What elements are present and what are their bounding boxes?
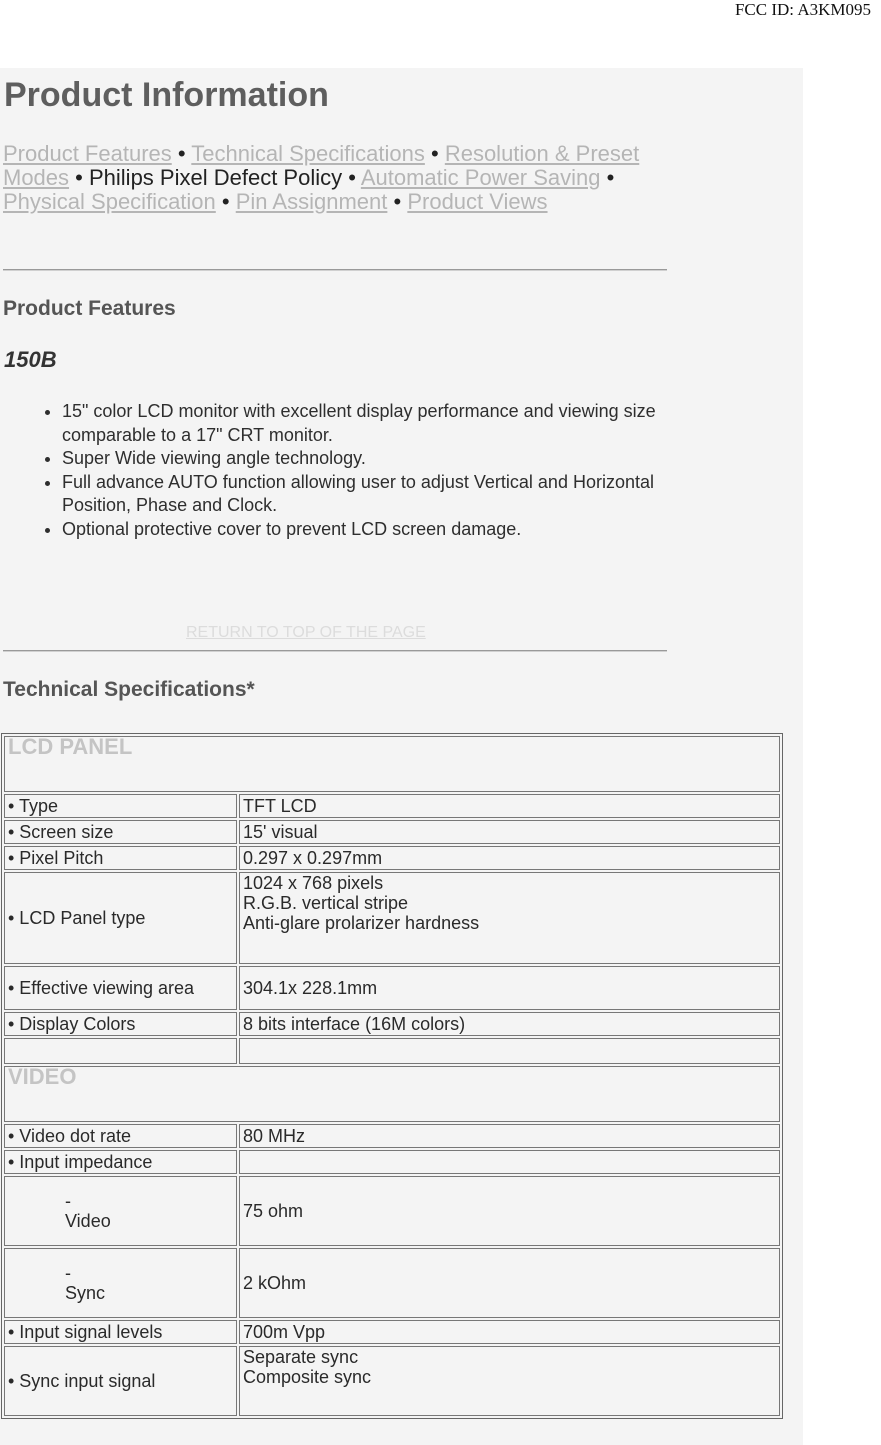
nav-pin-assignment[interactable]: Pin Assignment xyxy=(235,189,388,214)
spec-value: 75 ohm xyxy=(239,1176,780,1246)
spec-value: 80 MHz xyxy=(239,1124,780,1148)
section-title-video: VIDEO xyxy=(4,1066,780,1122)
divider xyxy=(3,650,667,652)
table-row xyxy=(4,1124,780,1148)
back-to-top-link[interactable]: RETURN TO TOP OF THE PAGE xyxy=(186,624,426,641)
nav-separator: • xyxy=(606,165,615,190)
nav-separator: • xyxy=(393,189,402,214)
nav-separator: • xyxy=(348,165,356,190)
section-title-lcd-panel: LCD PANEL xyxy=(4,736,780,792)
table-row xyxy=(4,1320,780,1344)
table-row xyxy=(4,872,780,964)
spec-value: 2 kOhm xyxy=(239,1248,780,1318)
section-nav xyxy=(3,142,663,214)
spec-value xyxy=(239,1346,780,1416)
features-heading: Product Features xyxy=(3,297,176,320)
fcc-id: FCC ID: A3KM095 xyxy=(734,0,871,19)
table-row xyxy=(4,1066,780,1122)
table-row xyxy=(4,846,780,870)
list-item: • Full advance AUTO function allowing user to adjust Vertical and Horizontal Position, Phase and Clock. xyxy=(62,471,672,518)
sub-dash: - xyxy=(65,1263,71,1283)
spec-label: • LCD Panel type xyxy=(4,872,237,964)
spec-label: • Display Colors xyxy=(4,1012,237,1036)
page-title: Product Information xyxy=(4,76,329,114)
spec-value: 700m Vpp xyxy=(239,1320,780,1344)
spec-value: 8 bits interface (16M colors) xyxy=(239,1012,780,1036)
nav-separator: • xyxy=(75,165,83,190)
table-row xyxy=(4,794,780,818)
spec-label: • Type xyxy=(4,794,237,818)
nav-separator: • xyxy=(177,141,186,166)
nav-product-features[interactable]: Product Features xyxy=(3,141,172,166)
spec-value: 15' visual xyxy=(239,820,780,844)
spec-value xyxy=(239,872,780,964)
sub-label: Video xyxy=(65,1211,111,1231)
sub-label: Sync xyxy=(65,1283,106,1303)
nav-power-saving[interactable]: Automatic Power Saving xyxy=(360,165,601,190)
list-item: • 15" color LCD monitor with excellent display performance and viewing size comparable to a 17" CRT monitor. xyxy=(62,400,672,447)
table-row xyxy=(4,1346,780,1416)
spec-table xyxy=(1,733,783,1419)
divider xyxy=(3,269,667,271)
spec-value-line: 1024 x 768 pixels xyxy=(243,873,384,893)
nav-product-views[interactable]: Product Views xyxy=(407,189,548,214)
table-row xyxy=(4,1038,780,1064)
spec-label: • Screen size xyxy=(4,820,237,844)
nav-pixel-defect: Philips Pixel Defect Policy xyxy=(89,165,343,190)
nav-resolution-preset[interactable]: Resolution & Preset Modes xyxy=(3,141,640,190)
spec-label xyxy=(4,1248,237,1318)
table-row xyxy=(4,966,780,1010)
spec-label: • Video dot rate xyxy=(4,1124,237,1148)
spec-value-line: Anti-glare prolarizer hardness xyxy=(243,913,480,933)
spec-label: • Pixel Pitch xyxy=(4,846,237,870)
nav-separator: • xyxy=(431,141,439,166)
list-item: • Super Wide viewing angle technology. xyxy=(62,447,672,471)
feature-list xyxy=(20,400,672,541)
spec-label: • Sync input signal xyxy=(4,1346,237,1416)
empty-cell xyxy=(4,1038,237,1064)
nav-physical-spec[interactable]: Physical Specification xyxy=(3,189,216,214)
nav-technical-specifications[interactable]: Technical Specifications xyxy=(191,141,425,166)
table-row xyxy=(4,1248,780,1318)
table-row xyxy=(4,1150,780,1174)
spec-label: • Input signal levels xyxy=(4,1320,237,1344)
spec-value: 0.297 x 0.297mm xyxy=(239,846,780,870)
nav-separator: • xyxy=(221,189,230,214)
spec-value-line: Composite sync xyxy=(243,1367,372,1387)
table-row xyxy=(4,1176,780,1246)
spec-value: TFT LCD xyxy=(239,794,780,818)
model-name: 150B xyxy=(4,347,57,372)
sub-dash: - xyxy=(65,1191,71,1211)
empty-cell xyxy=(239,1038,780,1064)
spec-value xyxy=(239,1150,780,1174)
tech-heading: Technical Specifications* xyxy=(3,678,255,701)
spec-value-line: R.G.B. vertical stripe xyxy=(243,893,409,913)
table-row xyxy=(4,1012,780,1036)
spec-label: • Effective viewing area xyxy=(4,966,237,1010)
table-row xyxy=(4,736,780,792)
spec-label: • Input impedance xyxy=(4,1150,237,1174)
spec-value-line: Separate sync xyxy=(243,1347,359,1367)
table-row xyxy=(4,820,780,844)
spec-value: 304.1x 228.1mm xyxy=(239,966,780,1010)
spec-label xyxy=(4,1176,237,1246)
list-item: • Optional protective cover to prevent LCD screen damage. xyxy=(62,518,672,542)
